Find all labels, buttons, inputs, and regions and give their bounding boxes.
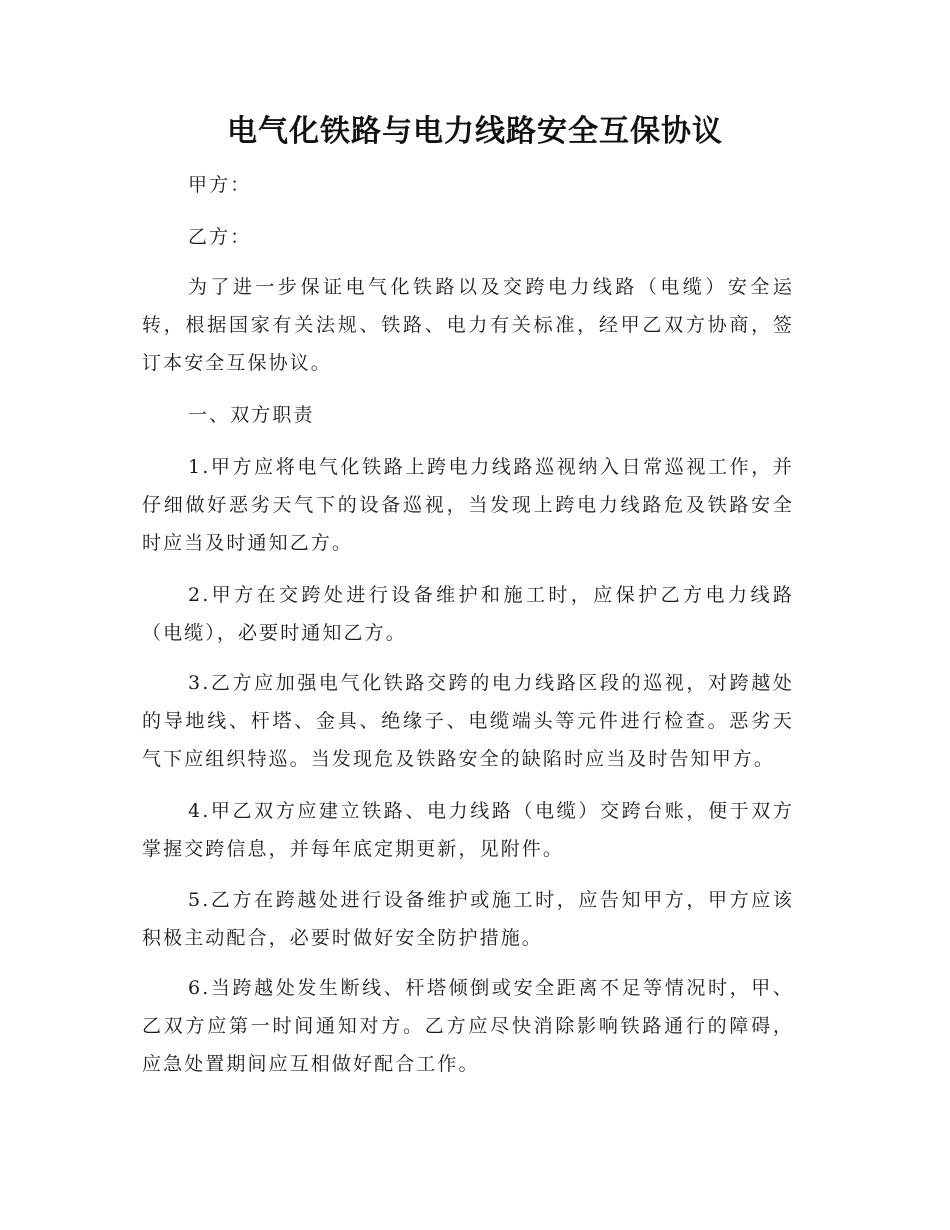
clause-1: 1.甲方应将电气化铁路上跨电力线路巡视纳入日常巡视工作，并仔细做好恶劣天气下的设备巡视，当发现上跨电力线路危及铁路安全时应当及时通知乙方。 — [142, 456, 794, 554]
clause-5: 5.乙方在跨越处进行设备维护或施工时，应告知甲方，甲方应该积极主动配合，必要时做好安全防护措施。 — [142, 889, 794, 949]
document-title: 电气化铁路与电力线路安全互保协议 — [227, 114, 723, 149]
clause-4: 4.甲乙双方应建立铁路、电力线路（电缆）交跨台账，便于双方掌握交跨信息，并每年底定期更新，见附件。 — [142, 800, 794, 860]
party-b-line: 乙方： — [188, 226, 252, 248]
clause-6: 6.当跨越处发生断线、杆塔倾倒或安全距离不足等情况时，甲、乙双方应第一时间通知对方。乙方应尽快消除影响铁路通行的障碍，应急处置期间应互相做好配合工作。 — [142, 977, 794, 1075]
clause-2: 2.甲方在交跨处进行设备维护和施工时，应保护乙方电力线路（电缆），必要时通知乙方。 — [142, 584, 794, 644]
clause-3: 3.乙方应加强电气化铁路交跨的电力线路区段的巡视，对跨越处的导地线、杆塔、金具、绝缘子、电缆端头等元件进行检查。恶劣天气下应组织特巡。当发现危及铁路安全的缺陷时应当及时告知甲方。 — [142, 672, 794, 770]
party-a-line: 甲方： — [188, 174, 252, 196]
section-heading: 一、双方职责 — [188, 404, 315, 426]
intro-paragraph: 为了进一步保证电气化铁路以及交跨电力线路（电缆）安全运转，根据国家有关法规、铁路、电力有关标准，经甲乙双方协商，签订本安全互保协议。 — [142, 276, 794, 374]
